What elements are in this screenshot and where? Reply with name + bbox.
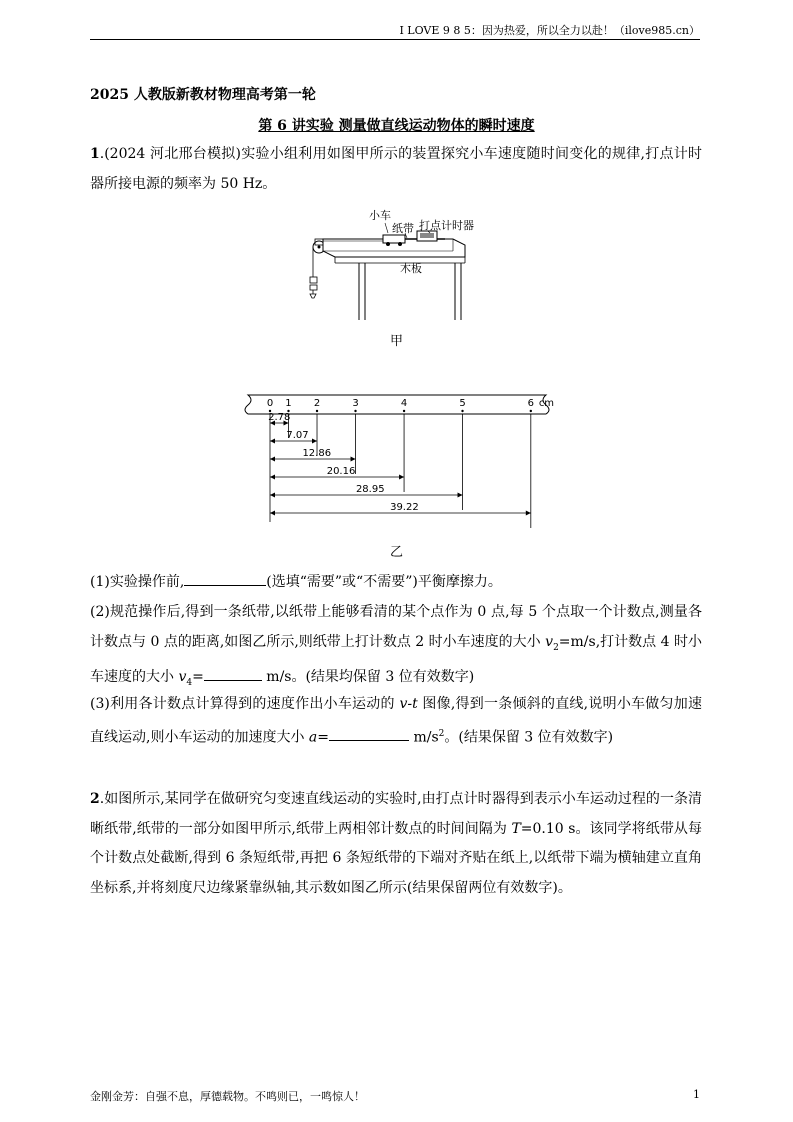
page-header: I LOVE 9 8 5：因为热爱，所以全力以赴！（ilove985.cn） <box>90 22 700 40</box>
q1-part3: (3)利用各计数点计算得到的速度作出小车运动的 v-t 图像,得到一条倾斜的直线,说明小车做匀加速直线运动,则小车运动的加速度大小 $a= m/s^2$。(结果保留 3 位有效数字) <box>90 696 702 746</box>
arrowhead-right <box>312 439 317 444</box>
label-car: 小车 <box>369 209 391 222</box>
arrowhead-left <box>270 493 275 498</box>
tape-tick-label: 1 <box>285 398 292 409</box>
tape-dot <box>403 410 405 412</box>
tape-dot <box>354 410 356 412</box>
q2-number: 2 <box>90 791 100 807</box>
distance-label: 20.16 <box>326 466 356 477</box>
tape-tick-label: 2 <box>313 398 321 409</box>
cart <box>383 235 405 243</box>
label-board: 木板 <box>400 262 422 275</box>
tape-tick-label: 3 <box>352 398 359 409</box>
arrowhead-right <box>351 457 356 462</box>
distance-label: 2.78 <box>268 412 291 423</box>
figure-apparatus <box>295 205 495 320</box>
distance-label: 12.86 <box>302 448 332 459</box>
q1-part1: (1)实验操作前, (选填“需要”或“不需要”)平衡摩擦力。 <box>90 568 702 598</box>
arrowhead-left <box>270 475 275 480</box>
q1-part2: (2)规范操作后,得到一条纸带,以纸带上能够看清的某个点作为 0 点,每 5 个点取一个计数点,测量各计数点与 0 点的距离,如图乙所示,则纸带上打计数点 2 时小车速度的大小 $v_2=m/s$,打计数点 4 时小车速度的大小 $v_4= m/s$。(结果均保留 3 位有效数字) <box>90 604 703 688</box>
answer-blank-3[interactable] <box>204 666 262 681</box>
q1-intro: 1.(2024 河北邢台模拟)实验小组利用如图甲所示的装置探究小车速度随时间变化的规律,打点计时器所接电源的频率为 50 Hz。 <box>90 146 702 192</box>
tape-tick-label: 6 <box>527 398 535 409</box>
tape-tick-label: 0 <box>266 398 274 409</box>
q2-text: 2.如图所示,某同学在做研究匀变速直线运动的实验时,由打点计时器得到表示小车运动过程的一条清晰纸带,纸带的一部分如图甲所示,纸带上两相邻计数点的时间间隔为 T=0.10 s。该同学将纸带从每个计数点处截断,得到 6 条短纸带,再把 6 条短纸带的下端对齐贴在纸上,以纸带下端为横轴建立直角坐标系,并将刻度尺边缘紧靠纵轴,其示数如图乙所示(结果保留两位有效数字)。 <box>90 791 702 896</box>
figure-paper-tape <box>240 390 555 530</box>
tape-dot <box>461 410 463 412</box>
distance-label: 28.95 <box>355 484 385 495</box>
label-tape: 纸带 <box>392 222 414 235</box>
lesson-title: 第 6 讲实验 测量做直线运动物体的瞬时速度 <box>258 118 535 134</box>
tape-tick-label: 4 <box>400 398 408 409</box>
figure-b-caption: 乙 <box>389 545 403 560</box>
arrowhead-left <box>270 457 275 462</box>
arrowhead-right <box>458 493 463 498</box>
tape-dot <box>316 410 318 412</box>
arrowhead-right <box>526 511 531 516</box>
tape-dot <box>530 410 532 412</box>
answer-blank-4[interactable] <box>329 726 409 741</box>
hanging-weight <box>310 277 317 283</box>
arrowhead-left <box>270 511 275 516</box>
q1-number: 1 <box>90 146 100 162</box>
footer-motto: 金刚金芳：自强不息，厚德载物。不鸣则已，一鸣惊人！ <box>90 1090 365 1103</box>
arrowhead-left <box>270 439 275 444</box>
distance-label: 7.07 <box>286 430 309 441</box>
tape-unit: cm <box>538 398 555 409</box>
figure-a-caption: 甲 <box>389 334 403 349</box>
label-timer: 打点计时器 <box>419 219 474 232</box>
course-title: 2025 人教版新教材物理高考第一轮 <box>90 87 316 103</box>
tape-tick-label: 5 <box>459 398 466 409</box>
answer-blank-1[interactable] <box>184 571 266 586</box>
distance-label: 39.22 <box>390 502 419 513</box>
arrowhead-right <box>399 475 404 480</box>
page-number: 1 <box>693 1088 700 1101</box>
